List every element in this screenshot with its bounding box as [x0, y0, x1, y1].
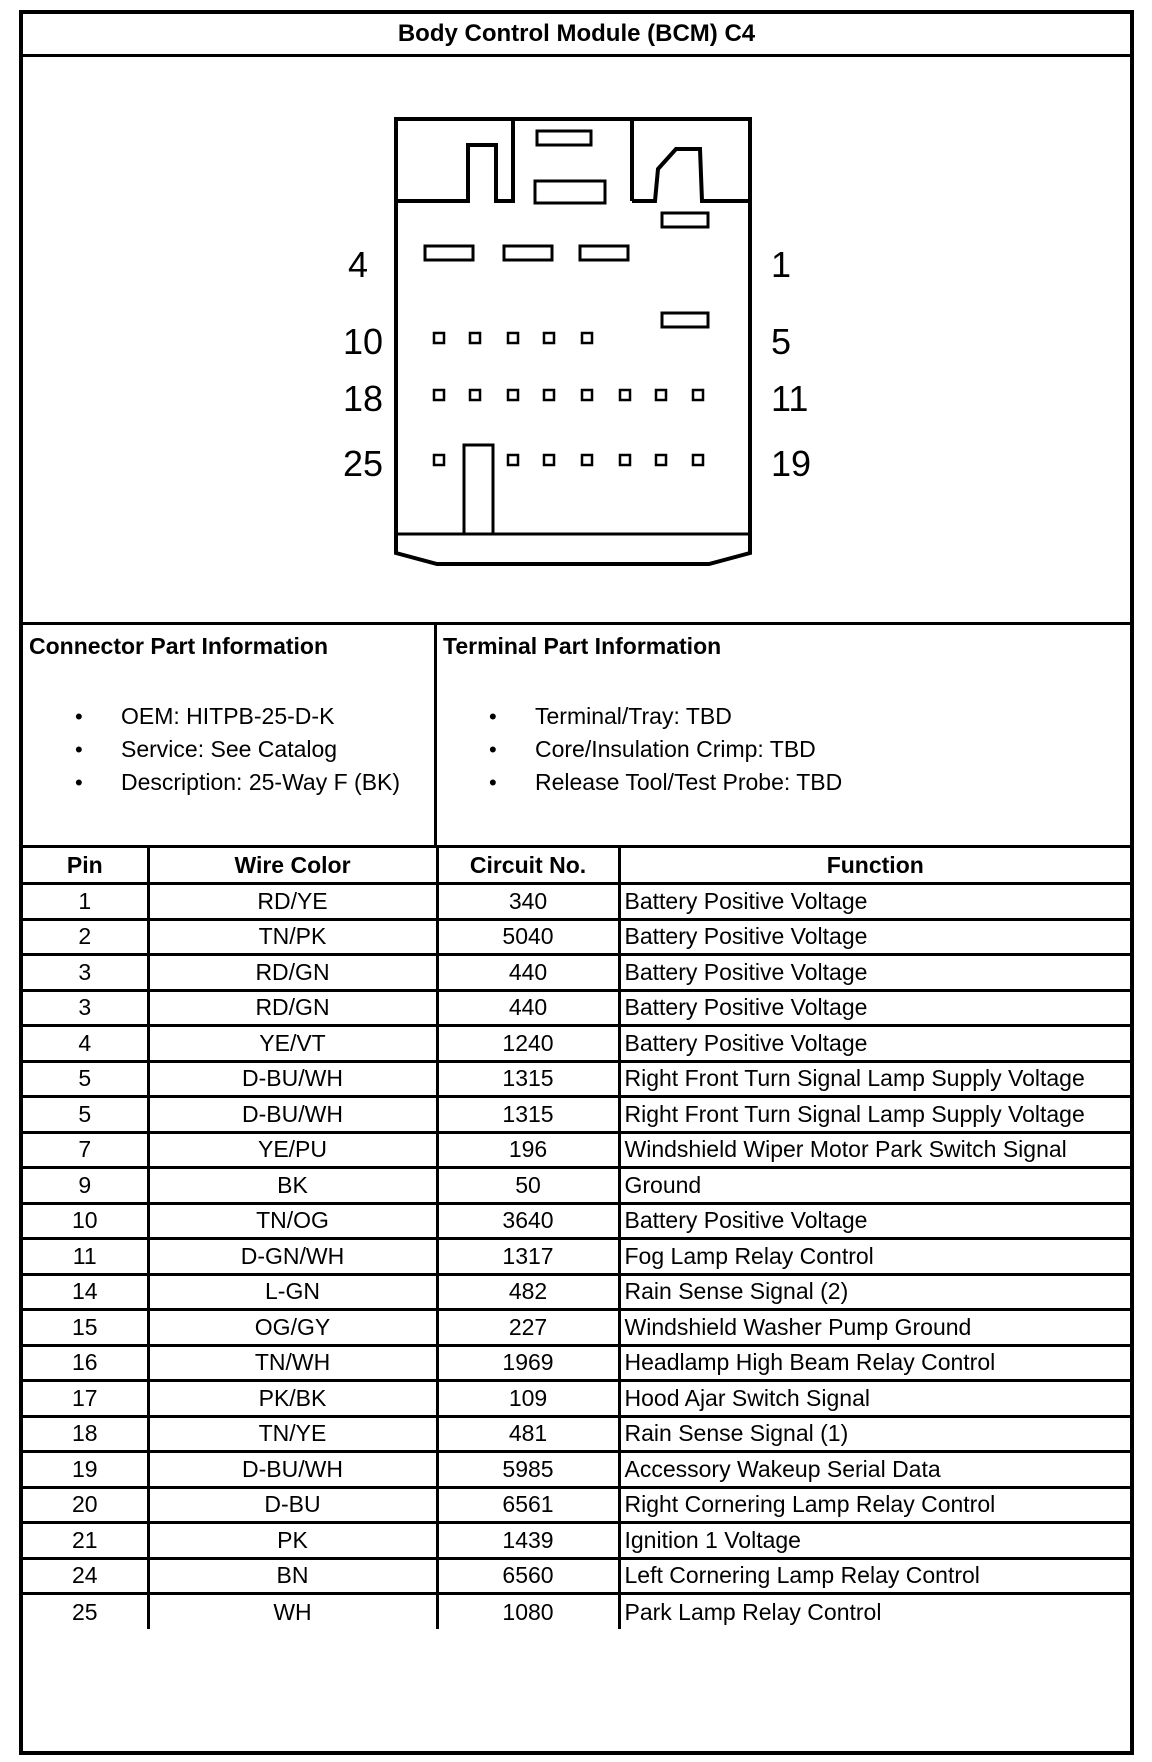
table-row: [23, 1523, 1130, 1559]
terminal-info-heading: Terminal Part Information: [443, 633, 722, 659]
pin-label-5: 5: [771, 321, 792, 362]
circuit-cell: 3640: [437, 1203, 619, 1239]
pin-cell: 3: [23, 990, 148, 1026]
circuit-cell: 1317: [437, 1239, 619, 1275]
wire-color-cell: BN: [148, 1558, 437, 1594]
wire-color-cell: RD/GN: [148, 955, 437, 991]
part-information: [23, 625, 1130, 848]
table-row: [23, 955, 1130, 991]
table-row: [23, 1239, 1130, 1275]
table-row: [23, 1452, 1130, 1488]
circuit-cell: 196: [437, 1132, 619, 1168]
pin-cell: 10: [23, 1203, 148, 1239]
function-cell: Battery Positive Voltage: [619, 1026, 1130, 1062]
pin-label-10: 10: [342, 321, 383, 362]
table-row: [23, 1132, 1130, 1168]
function-cell: Battery Positive Voltage: [619, 990, 1130, 1026]
circuit-cell: 1240: [437, 1026, 619, 1062]
list-item: • Service: See Catalog: [29, 733, 428, 766]
table-row: [23, 990, 1130, 1026]
row4-terminals: [434, 455, 703, 465]
pin-cell: 4: [23, 1026, 148, 1062]
connector-info-heading: Connector Part Information: [29, 633, 329, 659]
wire-color-cell: TN/PK: [148, 919, 437, 955]
pin-label-4: 4: [347, 244, 368, 285]
table-row: [23, 1487, 1130, 1523]
circuit-cell: 340: [437, 884, 619, 920]
table-row: [23, 1061, 1130, 1097]
table-row: [23, 1168, 1130, 1204]
function-cell: Battery Positive Voltage: [619, 884, 1130, 920]
table-row: [23, 1416, 1130, 1452]
connector-sheet: [19, 10, 1134, 1755]
function-cell: Rain Sense Signal (2): [619, 1274, 1130, 1310]
function-cell: Right Front Turn Signal Lamp Supply Voltage: [619, 1061, 1130, 1097]
circuit-cell: 6560: [437, 1558, 619, 1594]
function-cell: Rain Sense Signal (1): [619, 1416, 1130, 1452]
function-cell: Ground: [619, 1168, 1130, 1204]
wire-color-cell: TN/OG: [148, 1203, 437, 1239]
list-item: • Description: 25-Way F (BK): [29, 766, 428, 799]
pin-cell: 1: [23, 884, 148, 920]
terminal-part-info: [437, 625, 1130, 845]
function-cell: Battery Positive Voltage: [619, 1203, 1130, 1239]
pin-label-25: 25: [342, 443, 383, 484]
center-key: [537, 131, 591, 145]
wire-color-cell: D-BU/WH: [148, 1097, 437, 1133]
pin-cell: 14: [23, 1274, 148, 1310]
function-cell: Park Lamp Relay Control: [619, 1594, 1130, 1630]
wire-color-cell: D-BU: [148, 1487, 437, 1523]
function-cell: Windshield Washer Pump Ground: [619, 1310, 1130, 1346]
circuit-cell: 6561: [437, 1487, 619, 1523]
circuit-cell: 50: [437, 1168, 619, 1204]
circuit-cell: 482: [437, 1274, 619, 1310]
circuit-cell: 1969: [437, 1345, 619, 1381]
list-item: • Core/Insulation Crimp: TBD: [443, 733, 1124, 766]
pin-cell: 18: [23, 1416, 148, 1452]
function-cell: Fog Lamp Relay Control: [619, 1239, 1130, 1275]
connector-part-info: [23, 625, 437, 845]
function-cell: Battery Positive Voltage: [619, 919, 1130, 955]
function-cell: Right Front Turn Signal Lamp Supply Voltage: [619, 1097, 1130, 1133]
circuit-column-header: Circuit No.: [437, 848, 619, 884]
pin-cell: 2: [23, 919, 148, 955]
right-latch: [632, 149, 750, 201]
pin-cell: 9: [23, 1168, 148, 1204]
circuit-cell: 227: [437, 1310, 619, 1346]
row1-terminals: [425, 246, 628, 260]
pin-cell: 7: [23, 1132, 148, 1168]
function-cell: Right Cornering Lamp Relay Control: [619, 1487, 1130, 1523]
wire-color-cell: D-BU/WH: [148, 1061, 437, 1097]
wire-color-cell: RD/YE: [148, 884, 437, 920]
function-cell: Hood Ajar Switch Signal: [619, 1381, 1130, 1417]
pin-cell: 3: [23, 955, 148, 991]
pin-cell: 17: [23, 1381, 148, 1417]
circuit-cell: 109: [437, 1381, 619, 1417]
circuit-cell: 440: [437, 990, 619, 1026]
connector-body-outline: [396, 119, 750, 564]
table-row: [23, 1381, 1130, 1417]
pin-label-11: 11: [771, 378, 809, 419]
list-item: • Release Tool/Test Probe: TBD: [443, 766, 1124, 799]
function-cell: Battery Positive Voltage: [619, 955, 1130, 991]
wire-color-cell: YE/VT: [148, 1026, 437, 1062]
pin-cell: 5: [23, 1061, 148, 1097]
pin-cell: 25: [23, 1594, 148, 1630]
right-tab: [662, 213, 708, 227]
polarizing-key: [464, 445, 493, 534]
circuit-cell: 5040: [437, 919, 619, 955]
circuit-cell: 1315: [437, 1061, 619, 1097]
table-row: [23, 1310, 1130, 1346]
pin-cell: 19: [23, 1452, 148, 1488]
connector-diagram: [23, 57, 1130, 625]
pin-column-header: Pin: [23, 848, 148, 884]
wire-color-cell: D-GN/WH: [148, 1239, 437, 1275]
row3-terminals: [434, 390, 703, 400]
pin-cell: 24: [23, 1558, 148, 1594]
wire-color-cell: PK/BK: [148, 1381, 437, 1417]
pin-cell: 20: [23, 1487, 148, 1523]
pin-cell: 21: [23, 1523, 148, 1559]
connector-info-list: [29, 700, 428, 799]
table-row: [23, 1026, 1130, 1062]
left-latch: [396, 119, 513, 201]
function-cell: Left Cornering Lamp Relay Control: [619, 1558, 1130, 1594]
table-row: [23, 1558, 1130, 1594]
connector-face-drawing: [23, 57, 1130, 622]
circuit-cell: 5985: [437, 1452, 619, 1488]
wire-color-cell: TN/WH: [148, 1345, 437, 1381]
pin-cell: 11: [23, 1239, 148, 1275]
row2-terminals: [434, 333, 592, 343]
wire-color-cell: RD/GN: [148, 990, 437, 1026]
center-tab: [535, 181, 605, 203]
pin-label-19: 19: [771, 443, 812, 484]
pin5-terminal: [662, 313, 708, 327]
wire-color-cell: TN/YE: [148, 1416, 437, 1452]
table-row: [23, 1345, 1130, 1381]
pinout-table-body: [23, 884, 1130, 1630]
circuit-cell: 1439: [437, 1523, 619, 1559]
pin-label-18: 18: [342, 378, 383, 419]
wire-color-cell: OG/GY: [148, 1310, 437, 1346]
table-row: [23, 1594, 1130, 1630]
page-title: Body Control Module (BCM) C4: [23, 14, 1130, 57]
function-cell: Accessory Wakeup Serial Data: [619, 1452, 1130, 1488]
table-row: [23, 1097, 1130, 1133]
circuit-cell: 1315: [437, 1097, 619, 1133]
table-row: [23, 1203, 1130, 1239]
wire-color-column-header: Wire Color: [148, 848, 437, 884]
wire-color-cell: BK: [148, 1168, 437, 1204]
table-row: [23, 1274, 1130, 1310]
circuit-cell: 440: [437, 955, 619, 991]
wire-color-cell: WH: [148, 1594, 437, 1630]
function-cell: Ignition 1 Voltage: [619, 1523, 1130, 1559]
pin-cell: 15: [23, 1310, 148, 1346]
pin-cell: 5: [23, 1097, 148, 1133]
circuit-cell: 481: [437, 1416, 619, 1452]
terminal-info-list: [443, 700, 1124, 799]
wire-color-cell: YE/PU: [148, 1132, 437, 1168]
table-row: [23, 919, 1130, 955]
list-item: • OEM: HITPB-25-D-K: [29, 700, 428, 733]
wire-color-cell: L-GN: [148, 1274, 437, 1310]
table-header-row: [23, 848, 1130, 884]
list-item: • Terminal/Tray: TBD: [443, 700, 1124, 733]
circuit-cell: 1080: [437, 1594, 619, 1630]
function-column-header: Function: [619, 848, 1130, 884]
pinout-table: [23, 848, 1130, 1629]
table-row: [23, 884, 1130, 920]
pin-label-1: 1: [771, 244, 792, 285]
function-cell: Windshield Wiper Motor Park Switch Signal: [619, 1132, 1130, 1168]
pin-cell: 16: [23, 1345, 148, 1381]
wire-color-cell: D-BU/WH: [148, 1452, 437, 1488]
wire-color-cell: PK: [148, 1523, 437, 1559]
function-cell: Headlamp High Beam Relay Control: [619, 1345, 1130, 1381]
